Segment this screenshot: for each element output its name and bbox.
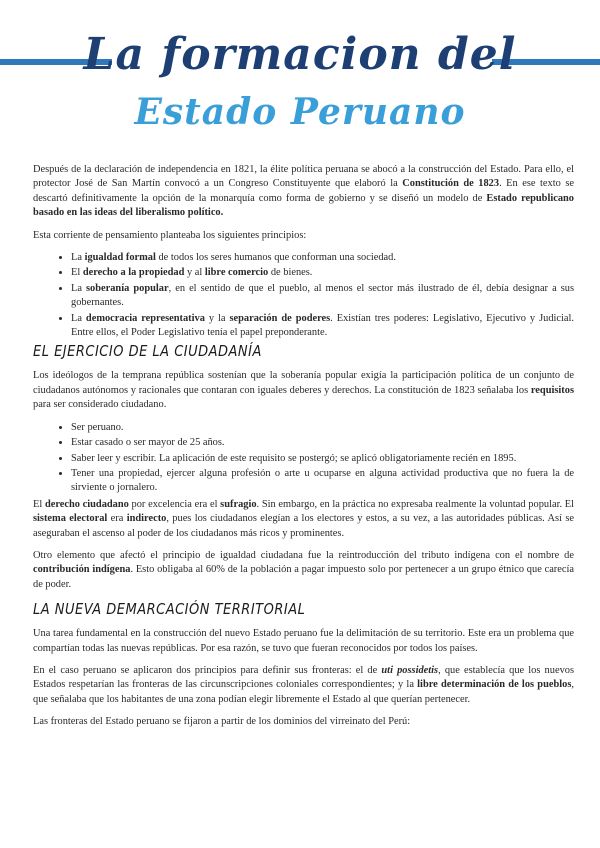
list-item: • La soberanía popular, en el sentido de que el pueblo, al menos el sector más ilustrado de él, debía designar a sus gobernantes. <box>71 282 574 311</box>
title-line-2: Estado Peruano <box>134 91 466 133</box>
list-item: • Saber leer y escribir. La aplicación de este requisito se postergó; se aplicó obligatoriamente recién en 1895. <box>71 452 574 466</box>
title-line-1: La formacion del <box>83 29 517 80</box>
section2-paragraph-1: Una tarea fundamental en la construcción del nuevo Estado peruano fue la delimitación de su territorio. Este era un problema que compartían todas las nuevas repúblicas. Por esa razón, se tuvo que fueran reconocidos por todos los países. <box>33 628 574 654</box>
section-heading-ciudadania: EL EJERCICIO DE LA CIUDADANÍA <box>33 343 262 361</box>
intro-paragraph-1: Después de la declaración de independencia en 1821, la élite política peruana se abocó a la construcción del Estado. Para ello, el protector José de San Martín convocó a un Congreso Constituyente que elaboró la Constitución de 1823. En ese texto se descartó definitivamente la opción de la monarquía como forma de gobierno y se diseñó un modelo de Estado republicano basado en las ideas del liberalismo político. <box>33 164 575 219</box>
document-body <box>33 163 574 738</box>
list-item: • La igualdad formal de todos los seres humanos que conforman una sociedad. <box>71 251 574 265</box>
section2-paragraph-2: En el caso peruano se aplicaron dos principios para definir sus fronteras: el de uti possidetis, que establecía que los nuevos Estados respetarían las fronteras de las circunscripciones coloniales correspondientes; y la libre determinación de los pueblos, que señalaba que los habitantes de una zona podían elegir libremente el Estado al que querían pertenecer. <box>33 664 574 705</box>
list-item: • Ser peruano. <box>71 421 574 435</box>
intro-paragraph-2: Esta corriente de pensamiento planteaba los siguientes principios: <box>33 229 307 241</box>
principles-list <box>33 251 574 340</box>
section1-paragraph-2: El derecho ciudadano por excelencia era el sufragio. Sin embargo, en la práctica no expresaba realmente la voluntad popular. El sistema electoral era indirecto, pues los ciudadanos elegían a los electores y estos, a su vez, a las autoridades públicas. Así se aseguraban el ascenso al poder de los ciudadanos más ricos y prominentes. <box>33 498 574 539</box>
section1-paragraph-1: Los ideólogos de la temprana república sostenían que la soberanía popular exigía la participación política de un conjunto de ciudadanos autónomos y racionales que contaran con iguales deberes y derechos. La constitución de 1823 señalaba los requisitos para ser considerado ciudadano. <box>33 370 574 411</box>
section1-paragraph-3: Otro elemento que afectó el principio de igualdad ciudadana fue la reintroducción del tributo indígena con el nombre de contribución indígena. Esto obligaba al 60% de la población a pagar impuesto solo por pertenecer a un grupo étnico que carecía de poder. <box>33 549 574 590</box>
section-heading-demarcacion: LA NUEVA DEMARCACIÓN TERRITORIAL <box>33 601 306 619</box>
section2-paragraph-3: Las fronteras del Estado peruano se fijaron a partir de los dominios del virreinato del Perú: <box>33 716 411 728</box>
requisites-list <box>33 421 574 496</box>
list-item: • El derecho a la propiedad y al libre comercio de bienes. <box>71 266 574 280</box>
list-item: • La democracia representativa y la separación de poderes. Existían tres poderes: Legislativo, Ejecutivo y Judicial. Entre ellos, el Poder Legislativo tenía el papel preponderante. <box>71 312 574 341</box>
list-item: • Tener una propiedad, ejercer alguna profesión o arte u ocuparse en alguna actividad productiva que no fuera la de sirviente o jornalero. <box>71 467 574 496</box>
list-item: • Estar casado o ser mayor de 25 años. <box>71 436 574 450</box>
